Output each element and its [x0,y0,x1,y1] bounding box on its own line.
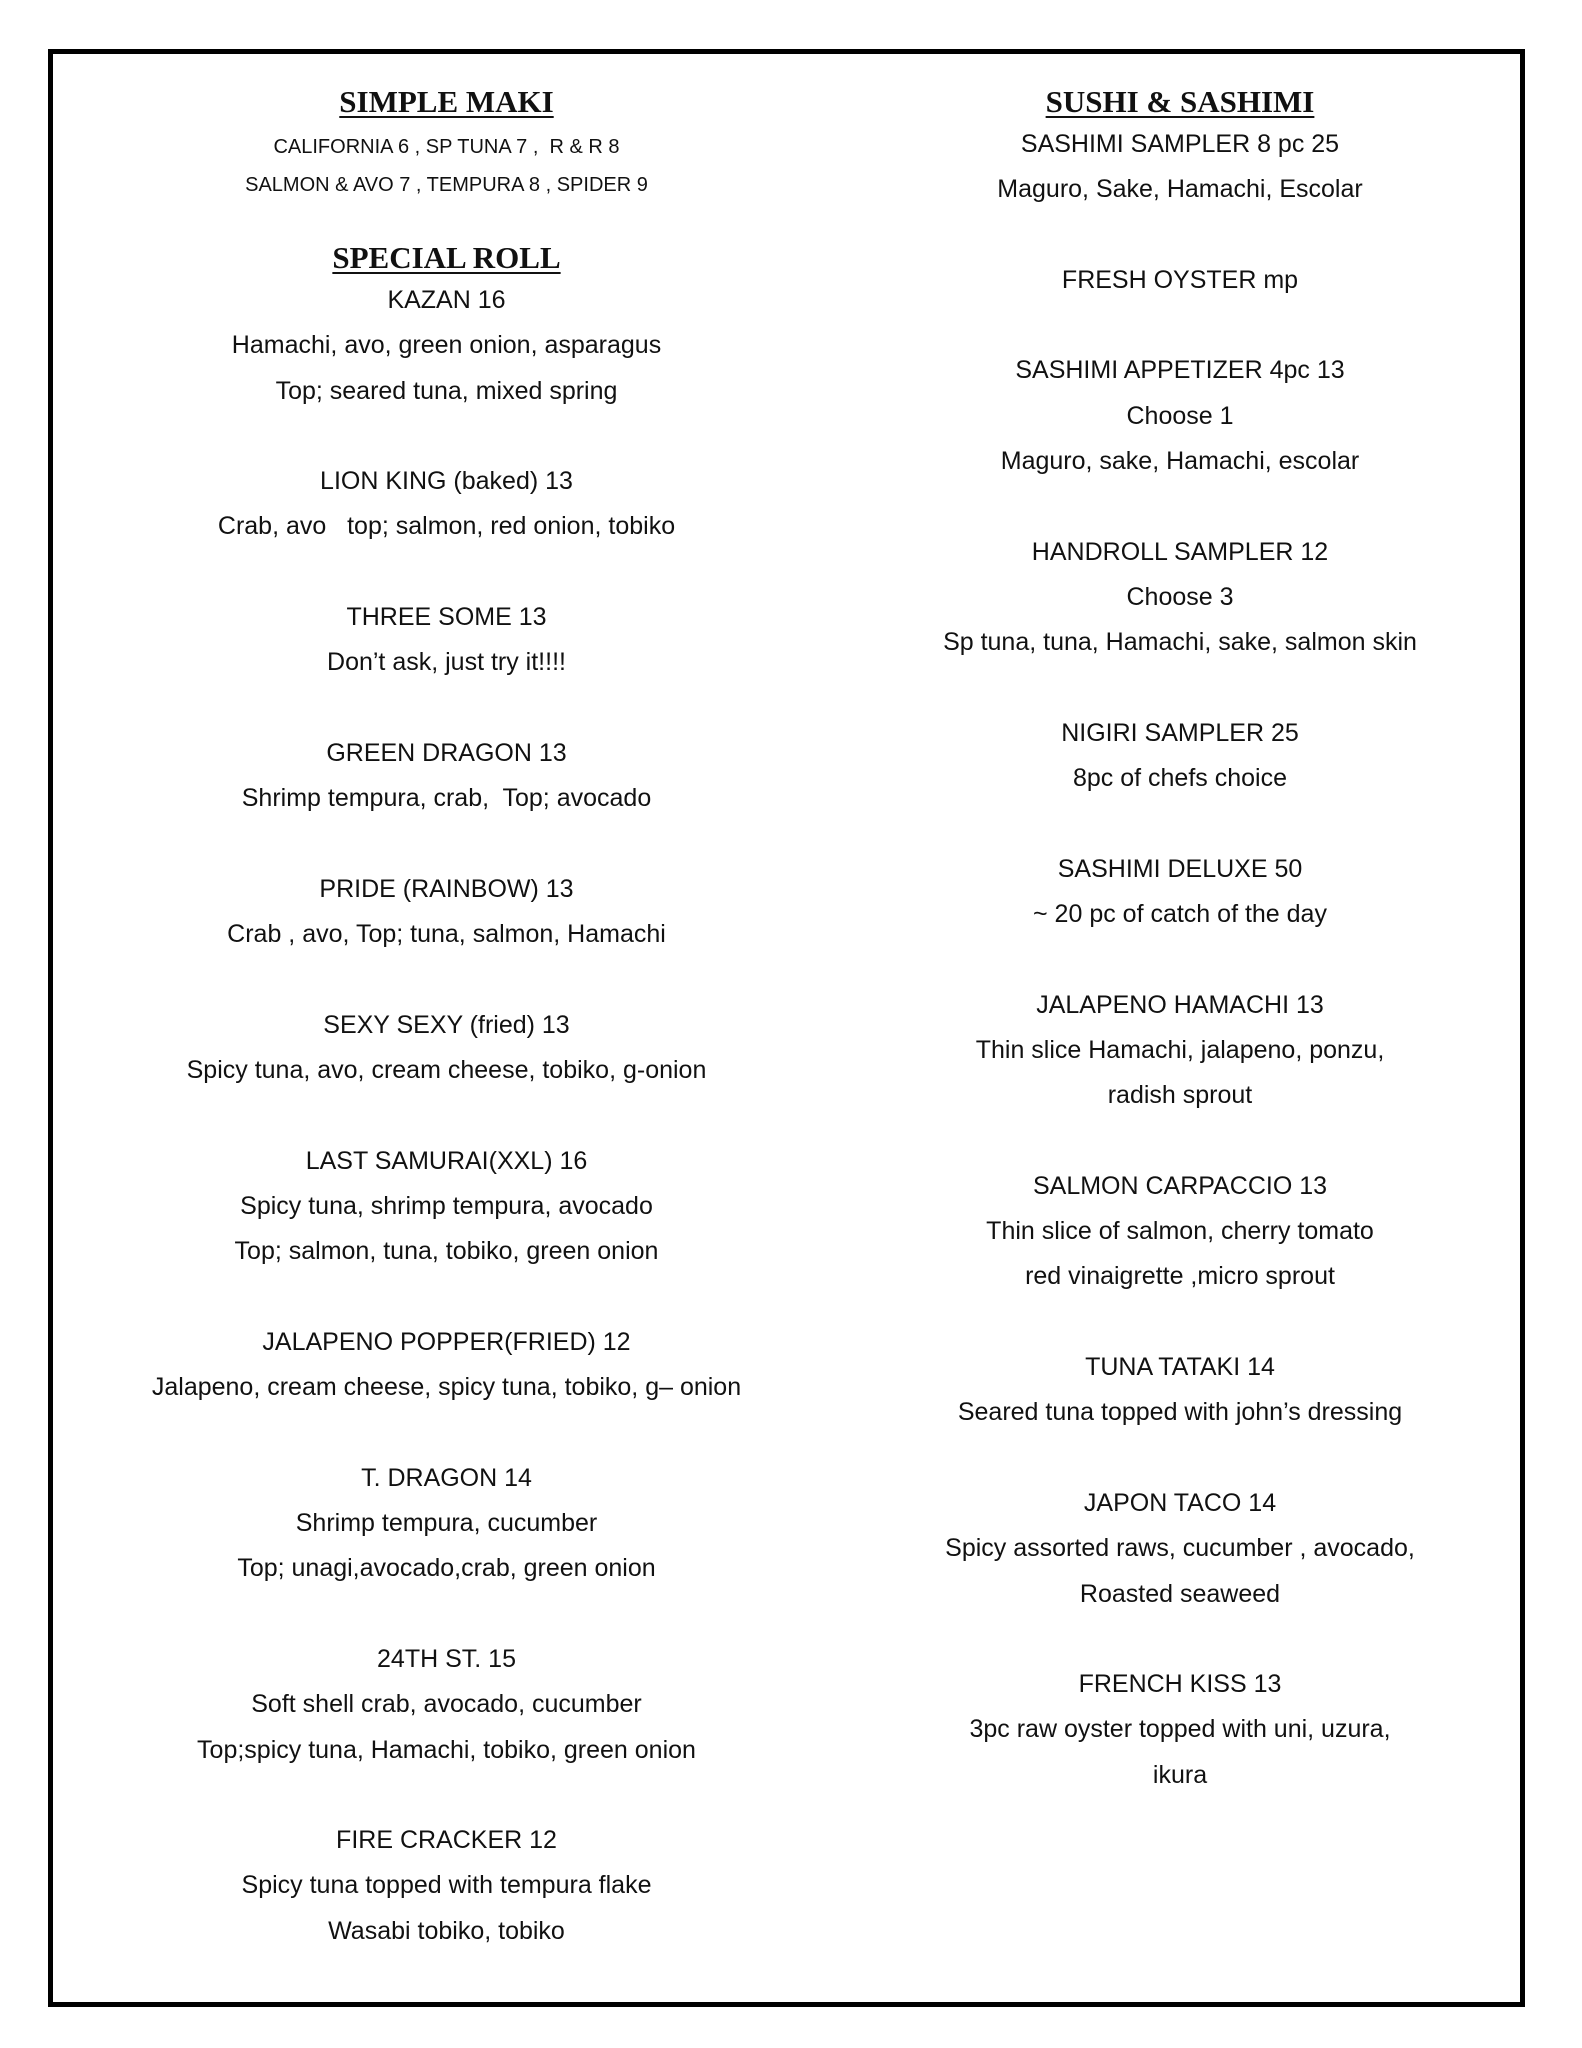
menu-item-description: Top; unagi,avocado,crab, green onion [237,1554,656,1583]
sashimi-sampler-name: SASHIMI SAMPLER 8 pc 25 [1020,130,1340,158]
right-column [840,82,1520,1798]
menu-item-name: SALMON CARPACCIO 13 [1032,1171,1328,1200]
menu-item-description: Maguro, sake, Hamachi, escolar [1000,447,1360,476]
menu-item-description: Don’t ask, just try it!!!! [327,648,566,677]
menu-item [840,348,1520,484]
menu-item-description: radish sprout [1107,1081,1253,1110]
menu-item-name: JALAPENO POPPER(FRIED) 12 [262,1327,631,1356]
menu-item-name: TUNA TATAKI 14 [1085,1353,1275,1382]
menu-item-description: Top;spicy tuna, Hamachi, tobiko, green onion [197,1735,696,1764]
menu-item-description: red vinaigrette ,micro sprout [1025,1262,1335,1291]
menu-item-description: Choose 1 [1126,401,1234,430]
menu-item [53,731,840,822]
menu-item-name: FRESH OYSTER mp [1061,265,1299,294]
menu-item [840,983,1520,1119]
sashimi-sampler-desc: Maguro, Sake, Hamachi, Escolar [997,175,1363,204]
menu-item-name: FIRE CRACKER 12 [336,1826,557,1855]
menu-item-description: Roasted seaweed [1079,1579,1281,1608]
menu-item [840,1662,1520,1798]
menu-item [53,278,840,414]
special-roll-heading: SPECIAL ROLL [332,240,561,275]
special-roll-list [53,278,840,1954]
menu-item-description: Spicy tuna, shrimp tempura, avocado [240,1191,653,1220]
menu-item-name: NIGIRI SAMPLER 25 [1061,718,1299,747]
menu-item-description: Spicy tuna, avo, cream cheese, tobiko, g-onion [186,1056,707,1085]
menu-item-name: LAST SAMURAI(XXL) 16 [305,1146,588,1175]
menu-item-description: Wasabi tobiko, tobiko [328,1916,565,1945]
menu-item-name: FRENCH KISS 13 [1078,1670,1282,1699]
menu-item [53,1003,840,1094]
menu-item-description: Hamachi, avo, green onion, asparagus [231,331,662,360]
menu-item [53,1818,840,1954]
menu-item-name: JAPON TACO 14 [1083,1488,1277,1517]
left-column [53,82,840,1954]
menu-item-description: ikura [1152,1760,1208,1789]
menu-item-description: Shrimp tempura, cucumber [295,1509,598,1538]
menu-item-description: Spicy tuna topped with tempura flake [241,1871,652,1900]
menu-item [840,1345,1520,1436]
menu-item-description: ~ 20 pc of catch of the day [1033,900,1327,929]
menu-item-name: JALAPENO HAMACHI 13 [1036,990,1324,1019]
menu-item-description: Thin slice of salmon, cherry tomato [986,1217,1374,1246]
simple-maki-line-2: SALMON & AVO 7 , TEMPURA 8 , SPIDER 9 [245,174,648,196]
menu-item-name: HANDROLL SAMPLER 12 [1031,537,1329,566]
menu-frame [48,49,1525,2007]
menu-item [840,1481,1520,1617]
menu-item [53,1320,840,1411]
menu-item-name: 24TH ST. 15 [377,1644,516,1673]
menu-item [840,258,1520,303]
menu-item-name: T. DRAGON 14 [361,1463,532,1492]
menu-item-name: GREEN DRAGON 13 [326,738,567,767]
menu-item-description: Jalapeno, cream cheese, spicy tuna, tobiko, g– onion [151,1373,742,1402]
menu-item-description: Thin slice Hamachi, jalapeno, ponzu, [975,1035,1385,1064]
menu-item-name: PRIDE (RAINBOW) 13 [319,874,574,903]
menu-item-description: 8pc of chefs choice [1072,764,1287,793]
menu-item-description: Crab , avo, Top; tuna, salmon, Hamachi [227,920,666,949]
menu-item-description: Soft shell crab, avocado, cucumber [251,1690,642,1719]
menu-item [840,1164,1520,1300]
simple-maki-line-1: CALIFORNIA 6 , SP TUNA 7 , R & R 8 [273,136,620,158]
menu-item-name: KAZAN 16 [387,286,506,314]
menu-item [53,867,840,958]
menu-item-description: Top; salmon, tuna, tobiko, green onion [234,1237,659,1266]
menu-item-description: Spicy assorted raws, cucumber , avocado, [945,1534,1415,1563]
menu-item [53,1139,840,1275]
menu-item [53,595,840,686]
menu-item [840,847,1520,938]
menu-item-name: SASHIMI APPETIZER 4pc 13 [1015,356,1345,385]
menu-item-name: SEXY SEXY (fried) 13 [323,1010,570,1039]
sushi-sashimi-list [840,258,1520,1798]
menu-item-description: Seared tuna topped with john’s dressing [957,1398,1403,1427]
menu-item [840,530,1520,666]
menu-item-name: SASHIMI DELUXE 50 [1057,854,1303,883]
menu-item [53,459,840,550]
menu-item-description: Shrimp tempura, crab, Top; avocado [241,784,652,813]
menu-item-description: Sp tuna, tuna, Hamachi, sake, salmon skin [943,628,1417,657]
menu-item-description: Crab, avo top; salmon, red onion, tobiko [217,512,676,541]
menu-item [840,711,1520,802]
menu-item [53,1456,840,1592]
menu-item-description: Choose 3 [1126,582,1234,611]
menu-item [53,1637,840,1773]
menu-item-name: THREE SOME 13 [346,603,547,632]
menu-item-name: LION KING (baked) 13 [320,467,573,496]
simple-maki-heading: SIMPLE MAKI [339,84,554,119]
menu-item-description: 3pc raw oyster topped with uni, uzura, [969,1715,1391,1744]
sushi-sashimi-heading: SUSHI & SASHIMI [1045,84,1315,119]
menu-item-description: Top; seared tuna, mixed spring [275,376,618,405]
